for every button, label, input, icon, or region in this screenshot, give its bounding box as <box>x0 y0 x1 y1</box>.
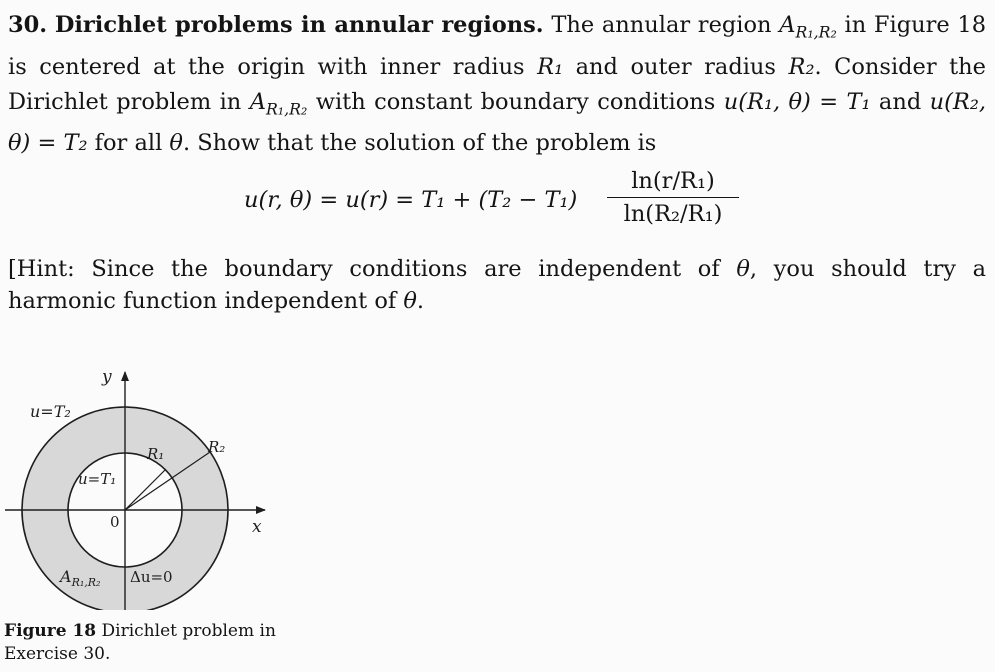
problem-text-4: . Consider the Dirichlet problem in <box>8 53 986 115</box>
region-symbol: $A_{R_1,R_2}$ <box>779 12 837 42</box>
hint-text-1: [Hint: Since the boundary conditions are independent of <box>8 256 720 282</box>
outer-bc-label: u=T₂ <box>30 402 71 421</box>
problem-text-5: with constant boundary conditions <box>315 88 716 115</box>
region-label: $A_{R_1,R_2}$ <box>60 567 101 589</box>
hint-text-2: , you should try a harmonic function independent of <box>8 256 986 314</box>
problem-text-3: and outer radius <box>575 53 776 80</box>
solution-equation <box>0 165 995 240</box>
theta-symbol: θ <box>169 130 183 156</box>
r2-label: R₂ <box>208 438 226 456</box>
figure-caption <box>4 620 284 666</box>
x-axis-label: x <box>252 517 262 537</box>
equation-lhs: u(r, θ) = u(r) = T₁ + (T₂ − T₁) <box>244 187 578 213</box>
problem-statement <box>8 8 986 161</box>
outer-radius-symbol: R₂ <box>788 53 815 80</box>
r1-label: R₁ <box>147 445 165 463</box>
caption-text: Dirichlet problem in Exercise 30. <box>4 621 276 664</box>
y-axis-label: y <box>102 367 112 387</box>
problem-text-8: . Show that the solution of the problem is <box>182 130 657 156</box>
problem-text-1: The annular region <box>551 12 772 38</box>
region-symbol-2: $A_{R_1,R_2}$ <box>249 88 308 118</box>
problem-title: Dirichlet problems in annular regions. <box>54 12 544 38</box>
hint-text-3: . <box>416 288 425 314</box>
problem-text-7: for all <box>94 130 163 156</box>
annulus-figure <box>0 360 290 610</box>
boundary-condition-inner: u(R₁, θ) = T₁ <box>723 88 871 115</box>
inner-radius-symbol: R₁ <box>537 53 564 80</box>
hint-paragraph <box>8 253 986 317</box>
problem-text-6: and <box>878 88 922 115</box>
hint-theta-1: θ <box>736 256 750 282</box>
problem-text-2: in Figure 18 is centered at the origin with inner radius <box>8 12 987 80</box>
laplace-label: Δu=0 <box>130 568 173 586</box>
equation-fraction <box>607 167 739 228</box>
problem-number: 30. <box>8 12 48 38</box>
hint-theta-2: θ <box>403 288 417 314</box>
fraction-bar <box>607 197 739 198</box>
fraction-numerator: ln(r/R₁) <box>631 168 715 194</box>
fraction-denominator: ln(R₂/R₁) <box>623 201 723 227</box>
caption-label: Figure 18 <box>4 621 97 641</box>
origin-label: 0 <box>110 513 120 531</box>
boundary-condition-outer: u(R₂, θ) = T₂ <box>8 88 987 156</box>
inner-bc-label: u=T₁ <box>78 470 117 488</box>
